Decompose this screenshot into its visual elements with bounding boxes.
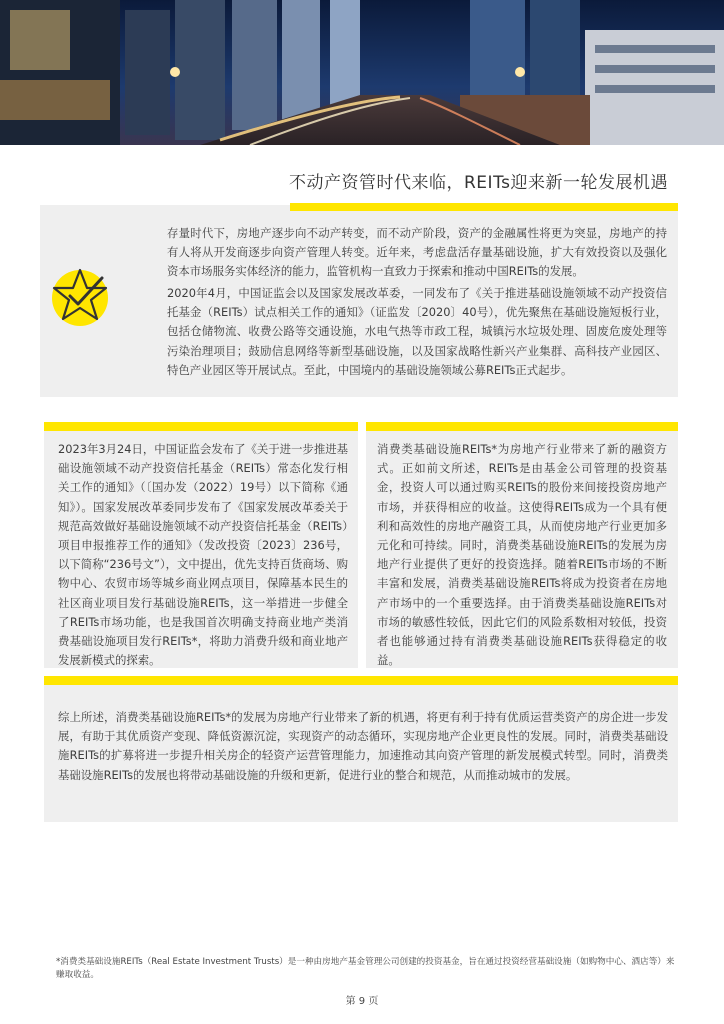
conclusion-accent-bar: [44, 676, 678, 685]
intro-paragraph-2: 2020年4月，中国证监会以及国家发展改革委，一同发布了《关于推进基础设施领域不动产投资信托基金（REITs）试点相关工作的通知》（证监发〔2020〕40号），优先聚焦在基础设施短板行业，包括仓储物流、收费公路等交通设施，水电气热等市政工程，城镇污水垃圾处理、固废危废处理等污染治理项目；鼓励信息网络等新型基础设施，以及国家战略性新兴产业集群、高科技产业园区、特色产业园区等开展试点。至此，中国境内的基础设施领域公募REITs正式起步。: [167, 286, 667, 377]
page-number: 第 9 页: [345, 996, 379, 1007]
intro-accent-bar: [290, 203, 678, 211]
intro-paragraph-1: 存量时代下，房地产逐步向不动产转变，而不动产阶段，资产的金融属性将更为突显，房地产的持有人将从开发商逐步向资产管理人转变。近年来，考虑盘活存量基础设施，扩大有效投资以及强化资本市场服务实体经济的能力，监管机构一直致力于探索和推动中国REITs的发展。: [167, 226, 667, 279]
star-check-icon: [40, 262, 120, 332]
left-column-text: 2023年3月24日，中国证监会发布了《关于进一步推进基础设施领域不动产投资信托基金（REITs）常态化发行相关工作的通知》（〔国办发（2022）19号）以下简称《通知》）。国家发展改革委同步发布了《国家发展改革委关于规范高效做好基础设施领域不动产投资信托基金（REITs）项目申报推荐工作的通知》（发改投资〔2023〕236号，以下简称“236号文”），文中提出，优先支持百货商场、购物中心、农贸市场等城乡商业网点项目，保障基本民生的社区商业项目发行基础设施REITs，这一举措进一步健全了REITs市场功能，也是我国首次明确支持商业地产类消费基础设施项目发行REITs*，将助力消费升级和商业地产发展新模式的探索。: [58, 442, 348, 668]
left-accent-bar: [44, 422, 358, 431]
section-title: 不动产资管时代来临，REITs迎来新一轮发展机遇: [289, 173, 668, 193]
conclusion-text: 综上所述，消费类基础设施REITs*的发展为房地产行业带来了新的机遇，将更有利于持有优质运营类资产的房企进一步发展，有助于其优质资产变现、降低资源沉淀，实现资产的动态循环，实现房地产企业更良性的发展。同时，消费类基础设施REITs的扩募将进一步提升相关房企的轻资产运营管理能力，加速推动其向资产管理的新发展模式转型。同时，消费类基础设施REITs的发展也将带动基础设施的升级和更新，促进行业的整合和规范，从而推动城市的发展。: [58, 710, 668, 782]
hero-city-image: [0, 0, 724, 145]
right-column-text: 消费类基础设施REITs*为房地产行业带来了新的融资方式。正如前文所述，REITs是由基金公司管理的投资基金，投资人可以通过购买REITs的股份来间接投资房地产市场，并获得相应的收益。这使得REITs成为一个具有便利和高效性的房地产融资工具，从而使房地产行业更加多元化和可持续。同时，消费类基础设施REITs的发展为房地产行业提供了更好的投资选择。随着REITs市场的不断丰富和发展，消费类基础设施REITs将成为投资者在房地产市场中的一个重要选择。由于消费类基础设施REITs对市场的敏感性较低，因此它们的风险系数相对较低，投资者也能够通过持有消费类基础设施REITs获得稳定的收益。: [377, 442, 667, 668]
footnote: *消费类基础设施REITs（Real Estate Investment Trusts）是一种由房地产基金管理公司创建的投资基金，旨在通过投资经营基础设施（如购物中心、酒店等）来赚取收益。: [56, 957, 675, 980]
right-accent-bar: [366, 422, 678, 431]
